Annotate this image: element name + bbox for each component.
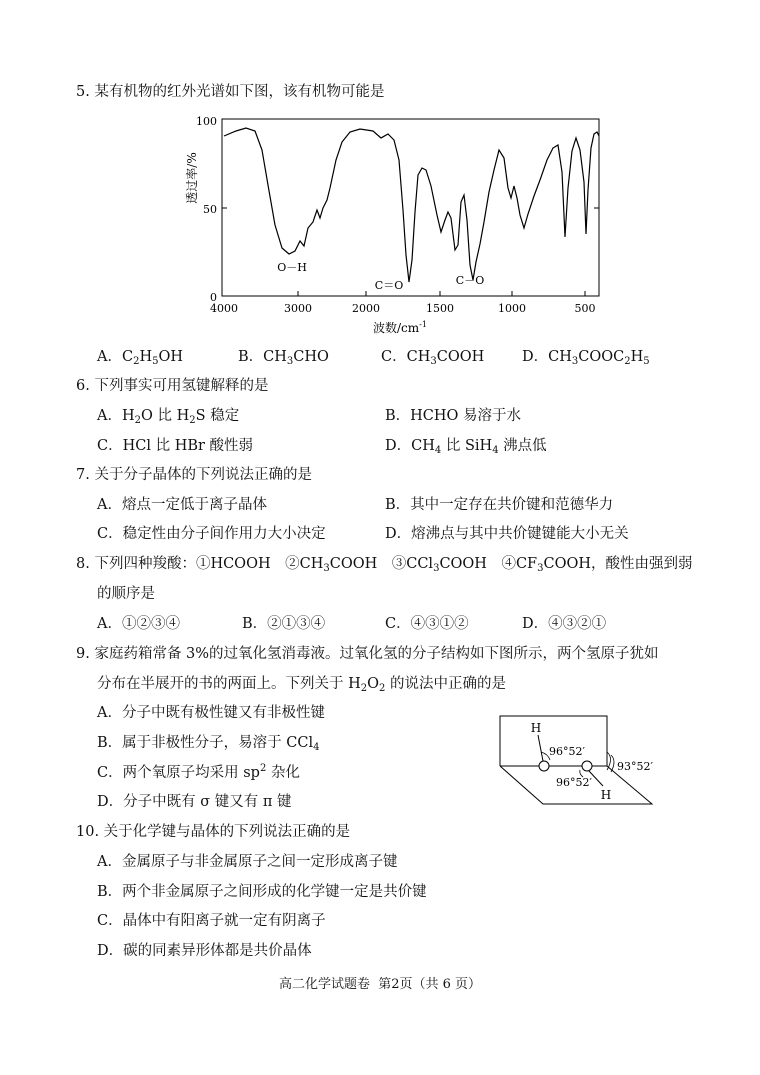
hydrogen-label-top: H (530, 721, 542, 735)
ir-spectrum-chart (0, 110, 760, 370)
ytick-100: 100 (196, 115, 217, 128)
q6-option-d[interactable]: D．$CH_4$ 比 SiH$_4$ 沸点低 (385, 438, 547, 456)
option-letter: D． (385, 526, 412, 542)
peak-label-oh: O－H (277, 261, 307, 274)
xtick-3000: 3000 (284, 302, 312, 315)
y-axis-label: 透过率/% (185, 152, 199, 204)
option-letter: A． (97, 349, 122, 365)
xtick-500: 500 (574, 302, 596, 315)
option-letter: B． (97, 884, 123, 900)
x-axis-label: 波数$/cm^{-1}$ (373, 320, 427, 335)
xtick-1000: 1000 (498, 302, 526, 315)
q5-option-d[interactable]: D．$CH_3COOC_2H_5$ (522, 349, 650, 367)
xtick-4000: 4000 (210, 302, 238, 315)
option-letter: C． (97, 526, 123, 542)
xtick-1500: 1500 (426, 302, 454, 315)
page-footer: 高二化学试题卷 第2页（共 6 页） (278, 977, 482, 992)
option-letter: C． (97, 913, 123, 929)
q10-option-d[interactable]: D．碳的同素异形体都是共价晶体 (97, 943, 312, 959)
option-letter: A． (97, 497, 122, 513)
q8-option-c[interactable]: C．④③①② (385, 616, 469, 632)
q10-stem: 10. 关于化学键与晶体的下列说法正确的是 (76, 824, 351, 840)
option-letter: D． (385, 438, 412, 454)
oxygen-atom-left (539, 761, 549, 771)
q5-option-c[interactable]: C．$CH_3COOH$ (381, 349, 485, 367)
xtick-2000: 2000 (352, 302, 380, 315)
option-letter: C． (381, 349, 407, 365)
option-letter: B． (238, 349, 264, 365)
q8-option-b[interactable]: B．②①③④ (242, 616, 326, 632)
q7-option-c[interactable]: C．稳定性由分子间作用力大小决定 (97, 526, 326, 542)
q9-stem-line1: 9. 家庭药箱常备 3%的过氧化氢消毒液。过氧化氢的分子结构如下图所示，两个氢原子犹如 (76, 646, 659, 662)
q7-stem: 7. 关于分子晶体的下列说法正确的是 (76, 467, 312, 483)
option-letter: A． (97, 705, 122, 721)
ytick-0: 0 (210, 291, 217, 304)
option-letter: B． (242, 616, 268, 632)
q9-stem-line2: 分布在半展开的书的两面上。下列关于 $H_2O_2$ 的说法中正确的是 (97, 676, 507, 694)
q6-option-c[interactable]: C．HCl 比 HBr 酸性弱 (97, 438, 254, 454)
option-letter: A． (97, 854, 122, 870)
option-letter: B． (385, 408, 411, 424)
option-letter: D． (522, 349, 549, 365)
peak-label-co-single: C－O (455, 274, 485, 287)
option-letter: A． (97, 616, 122, 632)
q5-option-a[interactable]: A．$C_2H_5OH$ (97, 349, 184, 367)
q8-stem-line2: 的顺序是 (97, 586, 155, 602)
q10-option-a[interactable]: A．金属原子与非金属原子之间一定形成离子键 (97, 854, 398, 870)
bond-angle-upper: 96°52′ (549, 745, 585, 758)
spectrum-curve (224, 128, 599, 282)
option-letter: C． (385, 616, 411, 632)
q5-stem: 5. 某有机物的红外光谱如下图，该有机物可能是 (76, 84, 385, 100)
bond-angle-lower: 96°52′ (556, 776, 592, 789)
q9-option-a[interactable]: A．分子中既有极性键又有非极性键 (97, 705, 325, 721)
q8-stem-line1: 8. 下列四种羧酸：①HCOOH $②CH_3COOH$ ③CCl$_3$COOH $④CF_3COOH$，酸性由强到弱 (76, 556, 693, 574)
peak-label-co-double: C＝O (374, 279, 404, 292)
q6-option-a[interactable]: A．$H_2O$ 比 $H_2S$ 稳定 (97, 408, 240, 426)
option-letter: A． (97, 408, 122, 424)
option-letter: B． (97, 735, 123, 751)
q10-option-b[interactable]: B．两个非金属原子之间形成的化学键一定是共价键 (97, 884, 427, 900)
q7-option-a[interactable]: A．熔点一定低于离子晶体 (97, 497, 267, 513)
q10-option-c[interactable]: C．晶体中有阳离子就一定有阴离子 (97, 913, 326, 929)
h2o2-structure-figure (490, 712, 670, 812)
q5-option-b[interactable]: B．$CH_3CHO$ (238, 349, 329, 367)
q8-option-d[interactable]: D．④③②① (522, 616, 607, 632)
q9-option-c[interactable]: C．两个氧原子均采用 $sp^2$ 杂化 (97, 763, 300, 781)
option-letter: C． (97, 765, 123, 781)
option-letter: B． (385, 497, 411, 513)
option-letter: D． (97, 943, 124, 959)
q7-option-b[interactable]: B．其中一定存在共价键和范德华力 (385, 497, 614, 513)
ytick-50: 50 (203, 203, 217, 216)
option-letter: D． (522, 616, 549, 632)
option-letter: D． (97, 794, 124, 810)
q6-stem: 6. 下列事实可用氢键解释的是 (76, 378, 269, 394)
q8-option-a[interactable]: A．①②③④ (97, 616, 180, 632)
dihedral-angle: 93°52′ (617, 760, 653, 773)
q9-option-d[interactable]: D．分子中既有 σ 键又有 π 键 (97, 794, 292, 810)
q7-option-d[interactable]: D．熔沸点与其中共价键键能大小无关 (385, 526, 629, 542)
q6-option-b[interactable]: B．HCHO 易溶于水 (385, 408, 522, 424)
q9-option-b[interactable]: B．属于非极性分子，易溶于 CCl$_4$ (97, 735, 320, 753)
oxygen-atom-right (582, 761, 592, 771)
hydrogen-label-bottom: H (600, 788, 612, 802)
option-letter: C． (97, 438, 123, 454)
